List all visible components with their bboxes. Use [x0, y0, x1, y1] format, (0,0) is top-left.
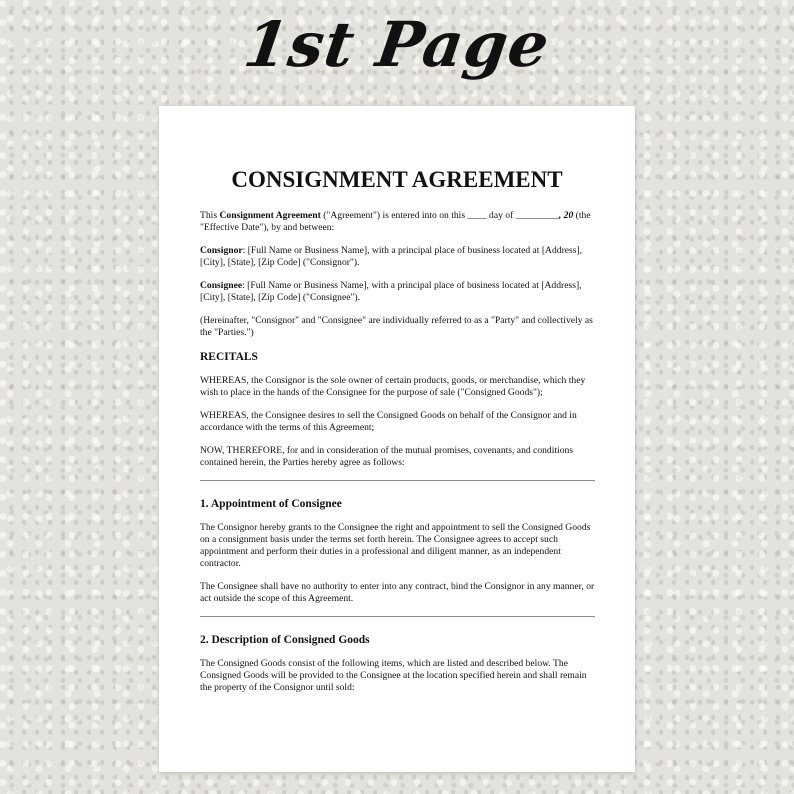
recital-paragraph: NOW, THEREFORE, for and in consideration of the mutual promises, covenants, and conditions contained herein, the Parties hereby agree as follows:	[200, 445, 574, 468]
intro-text-1: This	[200, 210, 220, 221]
intro-year: , 20	[558, 210, 574, 221]
consignee-text: : [Full Name or Business Name], with a principal place of business located at [Address], [City], [State], [Zip Code] ("Consignee").	[200, 280, 582, 303]
section-2-paragraph: The Consigned Goods consist of the following items, which are listed and described below. The Consigned Goods will be provided to the Consignee at the location specified herein and shall remain the property of the Consignor until sold:	[200, 658, 587, 693]
document-page	[159, 106, 635, 772]
page-heading: 1st Page	[239, 8, 555, 81]
recital-paragraph: WHEREAS, the Consignee desires to sell the Consigned Goods on behalf of the Consignor and in accordance with the terms of this Agreement;	[200, 410, 577, 433]
consignee-paragraph	[200, 280, 595, 304]
recital-paragraph: WHEREAS, the Consignor is the sole owner of certain products, goods, or merchandise, which they wish to place in the hands of the Consignee for the purpose of sale ("Consigned Goods");	[200, 375, 586, 398]
section-2-heading: 2. Description of Consigned Goods	[200, 634, 370, 646]
section-1-heading: 1. Appointment of Consignee	[200, 498, 342, 510]
intro-agreement-name: Consignment Agreement	[219, 210, 321, 221]
consignor-paragraph	[200, 245, 595, 269]
recitals-heading: RECITALS	[200, 351, 258, 363]
consignor-label: Consignor	[200, 245, 243, 256]
section-divider	[200, 616, 595, 617]
intro-text-3: (the "Effective Date"), by and between:	[200, 210, 591, 233]
section-1-paragraph: The Consignee shall have no authority to enter into any contract, bind the Consignor in any manner, or act outside the scope of this Agreement.	[200, 581, 595, 604]
intro-paragraph	[200, 210, 595, 234]
consignor-text: : [Full Name or Business Name], with a principal place of business located at [Address], [City], [State], [Zip Code] ("Consignor").	[200, 245, 583, 268]
section-divider	[200, 480, 595, 481]
section-1-paragraph: The Consignor hereby grants to the Consignee the right and appointment to sell the Consigned Goods on a consignment basis under the terms set forth herein. The Consignee agrees to accept such appointment and perform their duties in a professional and diligent manner, as an independent contractor.	[200, 522, 591, 569]
consignee-label: Consignee	[200, 280, 243, 291]
hereinafter-paragraph: (Hereinafter, "Consignor" and "Consignee" are individually referred to as a "Party" and collectively as the "Parties.")	[200, 315, 593, 338]
document-body	[200, 168, 595, 705]
document-title: CONSIGNMENT AGREEMENT	[231, 167, 563, 192]
intro-text-2: ("Agreement") is entered into on this ____ day of _________	[320, 210, 559, 221]
